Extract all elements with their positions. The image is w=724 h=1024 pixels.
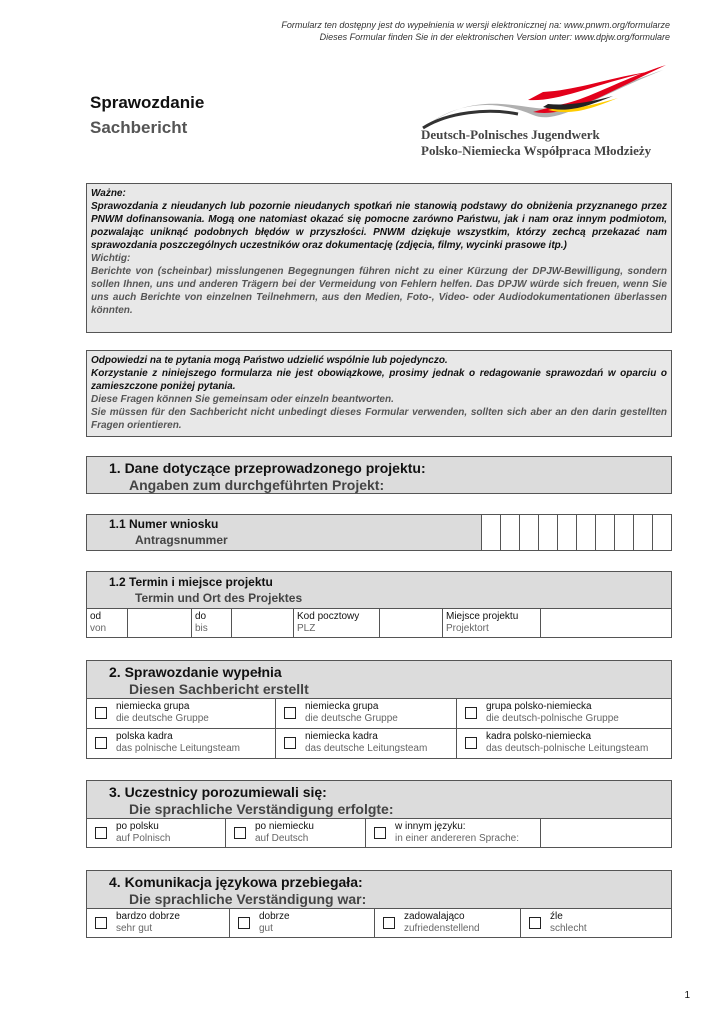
option-good[interactable] — [230, 909, 375, 937]
section-1-title-de: Angaben zum durchgeführten Projekt: — [129, 477, 385, 493]
option-label-pl: niemiecka kadra — [305, 731, 378, 742]
logo-line-de: Deutsch-Polnisches Jugendwerk — [421, 127, 600, 142]
checkbox[interactable] — [465, 737, 477, 749]
section-3-title-de: Die sprachliche Verständigung erfolgte: — [129, 801, 394, 817]
section-1-2-title-de: Termin und Ort des Projektes — [135, 591, 303, 605]
checkbox[interactable] — [284, 707, 296, 719]
checkbox[interactable] — [95, 707, 107, 719]
answers-de-1: Diese Fragen können Sie gemeinsam oder einzeln beantworten. — [91, 394, 394, 405]
from-label-de: von — [90, 623, 107, 634]
application-number-digit[interactable] — [576, 515, 595, 550]
place-label-de: Projektort — [446, 623, 489, 634]
section-1-title-pl: 1. Dane dotyczące przeprowadzonego projektu: — [109, 460, 426, 476]
place-label — [443, 609, 541, 637]
option-label-de: in einer andereren Sprache: — [395, 833, 519, 844]
option-german-team[interactable] — [276, 729, 457, 758]
section-3-title-pl: 3. Uczestnicy porozumiewali się: — [109, 784, 327, 800]
option-label-pl: grupa polsko-niemiecka — [486, 701, 592, 712]
section-4-heading — [86, 870, 672, 909]
option-label-pl: niemiecka grupa — [116, 701, 190, 712]
checkbox[interactable] — [465, 707, 477, 719]
place-field[interactable] — [541, 609, 671, 637]
answers-notice — [86, 350, 672, 437]
other-language-field[interactable] — [541, 819, 671, 847]
application-number-digit[interactable] — [538, 515, 557, 550]
to-label-pl: do — [195, 611, 207, 622]
application-number-digit[interactable] — [481, 515, 500, 550]
section-1-1-row — [86, 514, 672, 551]
checkbox[interactable] — [234, 827, 246, 839]
application-number-digit[interactable] — [500, 515, 519, 550]
answers-de-2: Sie müssen für den Sachbericht nicht unbedingt dieses Formular verwenden, sollten sich aber an den darin gestellten Fragen orientieren. — [91, 407, 667, 431]
option-label-pl: kadra polsko-niemiecka — [486, 731, 592, 742]
option-label-de: das deutsche Leitungsteam — [305, 743, 428, 754]
checkbox[interactable] — [95, 737, 107, 749]
application-number-digit[interactable] — [557, 515, 576, 550]
section-2-title-pl: 2. Sprawozdanie wypełnia — [109, 664, 282, 680]
important-notice — [86, 183, 672, 333]
option-german-group-2[interactable] — [276, 699, 457, 728]
answers-pl-1: Odpowiedzi na te pytania mogą Państwo udzielić wspólnie lub pojedynczo. — [91, 355, 448, 366]
date-place-row — [86, 609, 672, 638]
section-2-heading — [86, 660, 672, 699]
section-4-row — [86, 909, 672, 938]
checkbox[interactable] — [95, 827, 107, 839]
from-label — [87, 609, 128, 637]
to-label — [192, 609, 232, 637]
application-number-digit[interactable] — [519, 515, 538, 550]
option-label-pl: po niemiecku — [255, 821, 314, 832]
section-1-1-title-de: Antragsnummer — [135, 533, 228, 547]
section-1-2-heading — [86, 571, 672, 609]
option-label-pl: niemiecka grupa — [305, 701, 379, 712]
section-4-title-de: Die sprachliche Verständigung war: — [129, 891, 367, 907]
place-label-pl: Miejsce projektu — [446, 611, 519, 622]
option-bad[interactable] — [521, 909, 671, 937]
option-label-pl: bardzo dobrze — [116, 911, 180, 922]
zip-field[interactable] — [380, 609, 443, 637]
application-number-digit[interactable] — [614, 515, 633, 550]
option-other-language[interactable] — [366, 819, 541, 847]
section-3-row — [86, 819, 672, 848]
option-label-de: auf Polnisch — [116, 833, 171, 844]
important-text-de: Berichte von (scheinbar) misslungenen Begegnungen führen nicht zu einer Kürzung der DPJW-Bewilligung, sondern sollen Ihnen, uns und anderen Trägern bei der Vermeidung von Fehlern helfen. Das DPJW würde sich freuen, wenn Sie uns auch Berichte von einzelnen Teilnehmern, aus den Medien, Foto-, Video- oder Audiodokumentationen überlassen könnten. — [91, 266, 667, 316]
option-polish[interactable] — [87, 819, 226, 847]
application-number-digit[interactable] — [633, 515, 652, 550]
page-title-de: Sachbericht — [90, 118, 188, 137]
zip-label — [294, 609, 380, 637]
to-label-de: bis — [195, 623, 208, 634]
option-label-de: die deutsche Gruppe — [305, 713, 398, 724]
important-label-pl: Ważne: — [91, 188, 126, 199]
section-1-1-title-pl: 1.1 Numer wniosku — [109, 517, 219, 531]
section-1-2-title-pl: 1.2 Termin i miejsce projektu — [109, 575, 273, 589]
option-satisfactory[interactable] — [375, 909, 521, 937]
from-date-field[interactable] — [128, 609, 192, 637]
zip-label-de: PLZ — [297, 623, 316, 634]
section-1-heading — [86, 456, 672, 494]
option-very-good[interactable] — [87, 909, 230, 937]
option-label-de: gut — [259, 923, 273, 934]
section-3-heading — [86, 780, 672, 819]
option-polish-german-team[interactable] — [457, 729, 671, 758]
option-label-de: schlecht — [550, 923, 587, 934]
option-german-group[interactable] — [87, 699, 276, 728]
option-label-pl: źle — [550, 911, 563, 922]
checkbox[interactable] — [238, 917, 250, 929]
checkbox[interactable] — [529, 917, 541, 929]
zip-label-pl: Kod pocztowy — [297, 611, 360, 622]
from-label-pl: od — [90, 611, 102, 622]
section-2-row-1 — [86, 699, 672, 729]
logo-line-pl: Polsko-Niemiecka Współpraca Młodzieży — [421, 143, 652, 158]
page-title-pl: Sprawozdanie — [90, 93, 205, 112]
option-label-de: die deutsche Gruppe — [116, 713, 209, 724]
checkbox[interactable] — [374, 827, 386, 839]
option-label-pl: dobrze — [259, 911, 290, 922]
option-label-pl: zadowalająco — [404, 911, 465, 922]
answers-pl-2: Korzystanie z niniejszego formularza nie jest obowiązkowe, prosimy jednak o redagowanie sprawozdań w oparciu o zamieszczone poniżej pytania. — [91, 368, 667, 392]
section-2-row-2 — [86, 729, 672, 759]
option-german[interactable] — [226, 819, 366, 847]
logo-text — [421, 127, 651, 159]
section-4-title-pl: 4. Komunikacja językowa przebiegała: — [109, 874, 363, 890]
checkbox[interactable] — [383, 917, 395, 929]
option-label-pl: polska kadra — [116, 731, 173, 742]
option-label-de: das polnische Leitungsteam — [116, 743, 240, 754]
section-2-title-de: Diesen Sachbericht erstellt — [129, 681, 309, 697]
application-number-digit[interactable] — [652, 515, 671, 550]
option-polish-german-group[interactable] — [457, 699, 671, 728]
important-label-de: Wichtig: — [91, 253, 131, 264]
important-text-pl: Sprawozdania z nieudanych lub pozornie nieudanych spotkań nie stanowią podstawy do obniżenia przyznanego przez PNWM dofinansowania. Mogą one natomiast okazać się pomocne zarówno Państwu, jak i nam oraz innym podmiotom, pozwalając uniknąć podobnych błędów w przyszłości. PNWM dziękuje wszystkim, którzy zechcą przekazać nam sprawozdania poszczególnych uczestników oraz dokumentację (zdjęcia, filmy, wycinki prasowe itp.) — [91, 201, 667, 251]
header-note — [281, 19, 670, 43]
option-label-de: das deutsch-polnische Leitungsteam — [486, 743, 649, 754]
option-label-pl: w innym języku: — [395, 821, 466, 832]
page-number: 1 — [684, 990, 690, 1001]
option-label-de: zufriedenstellend — [404, 923, 480, 934]
header-note-de: Dieses Formular finden Sie in der elektronischen Version unter: www.dpjw.org/formulare — [319, 32, 670, 42]
application-number-digit[interactable] — [595, 515, 614, 550]
checkbox[interactable] — [284, 737, 296, 749]
option-polish-team[interactable] — [87, 729, 276, 758]
to-date-field[interactable] — [232, 609, 294, 637]
option-label-de: sehr gut — [116, 923, 153, 934]
header-note-pl: Formularz ten dostępny jest do wypełnienia w wersji elektronicznej na: www.pnwm.org/formularze — [281, 20, 670, 30]
checkbox[interactable] — [95, 917, 107, 929]
option-label-pl: po polsku — [116, 821, 159, 832]
option-label-de: die deutsch-polnische Gruppe — [486, 713, 619, 724]
option-label-de: auf Deutsch — [255, 833, 309, 844]
